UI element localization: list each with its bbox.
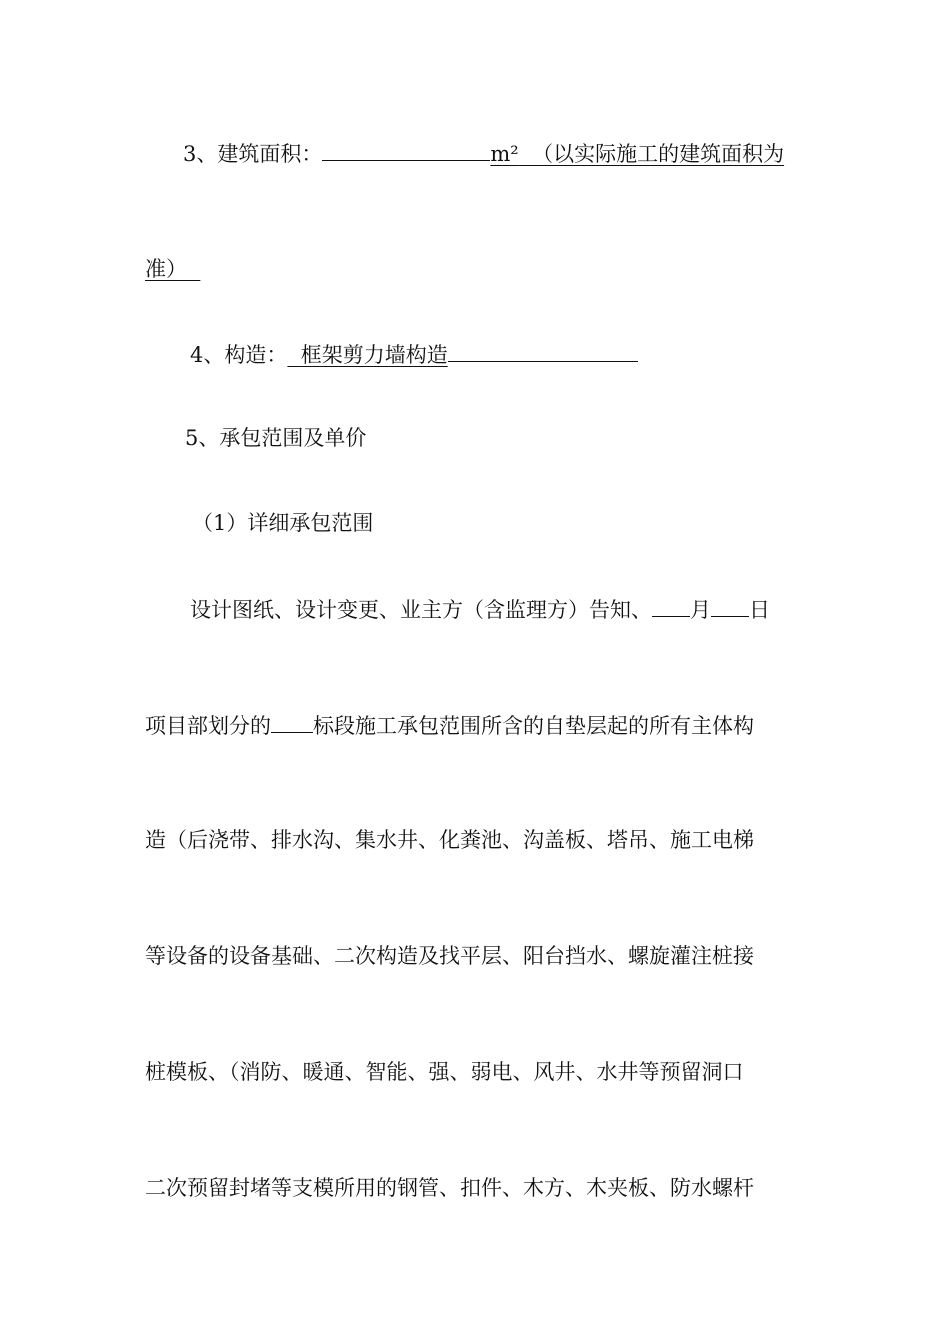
structure-value: 框架剪力墙构造	[300, 343, 448, 367]
area-unit: m²	[490, 142, 519, 166]
structure-blank	[448, 339, 638, 362]
paragraph-line-4: 等设备的设备基础、二次构造及找平层、阳台挡水、螺旋灌注桩接	[145, 944, 754, 968]
paragraph-line-2-a: 项目部划分的	[145, 714, 271, 738]
subsection-1-heading: （1）详细承包范围	[192, 511, 374, 535]
paragraph-line-5: 桩模板、（消防、暖通、智能、强、弱电、风井、水井等预留洞口	[145, 1060, 744, 1084]
section-5-heading: 5、承包范围及单价	[185, 426, 367, 450]
section-4-label: 4、构造：	[190, 343, 288, 367]
area-note: （以实际施工的建筑面积为	[532, 142, 785, 166]
area-note-end: 准）	[145, 257, 187, 281]
paragraph-line-2	[145, 710, 754, 738]
month-label: 月	[690, 598, 711, 622]
paragraph-line-6: 二次预留封堵等支模所用的钢管、扣件、木方、木夹板、防水螺杆	[145, 1176, 754, 1200]
section-blank	[271, 710, 313, 733]
paragraph-line-2-b: 标段施工承包范围所含的自垫层起的所有主体构	[313, 714, 754, 738]
section-3-label: 3、建筑面积：	[183, 142, 323, 166]
section-4-line	[190, 339, 638, 367]
day-label: 日	[749, 598, 770, 622]
day-blank	[711, 594, 749, 617]
area-blank	[322, 138, 490, 161]
month-blank	[652, 594, 690, 617]
paragraph-line-3: 造（后浇带、排水沟、集水井、化粪池、沟盖板、塔吊、施工电梯	[145, 828, 754, 852]
section-3-line	[183, 138, 784, 166]
paragraph-line-1	[190, 594, 770, 622]
paragraph-line-1-text: 设计图纸、设计变更、业主方（含监理方）告知、	[190, 598, 652, 622]
section-3-line-2	[145, 255, 200, 283]
